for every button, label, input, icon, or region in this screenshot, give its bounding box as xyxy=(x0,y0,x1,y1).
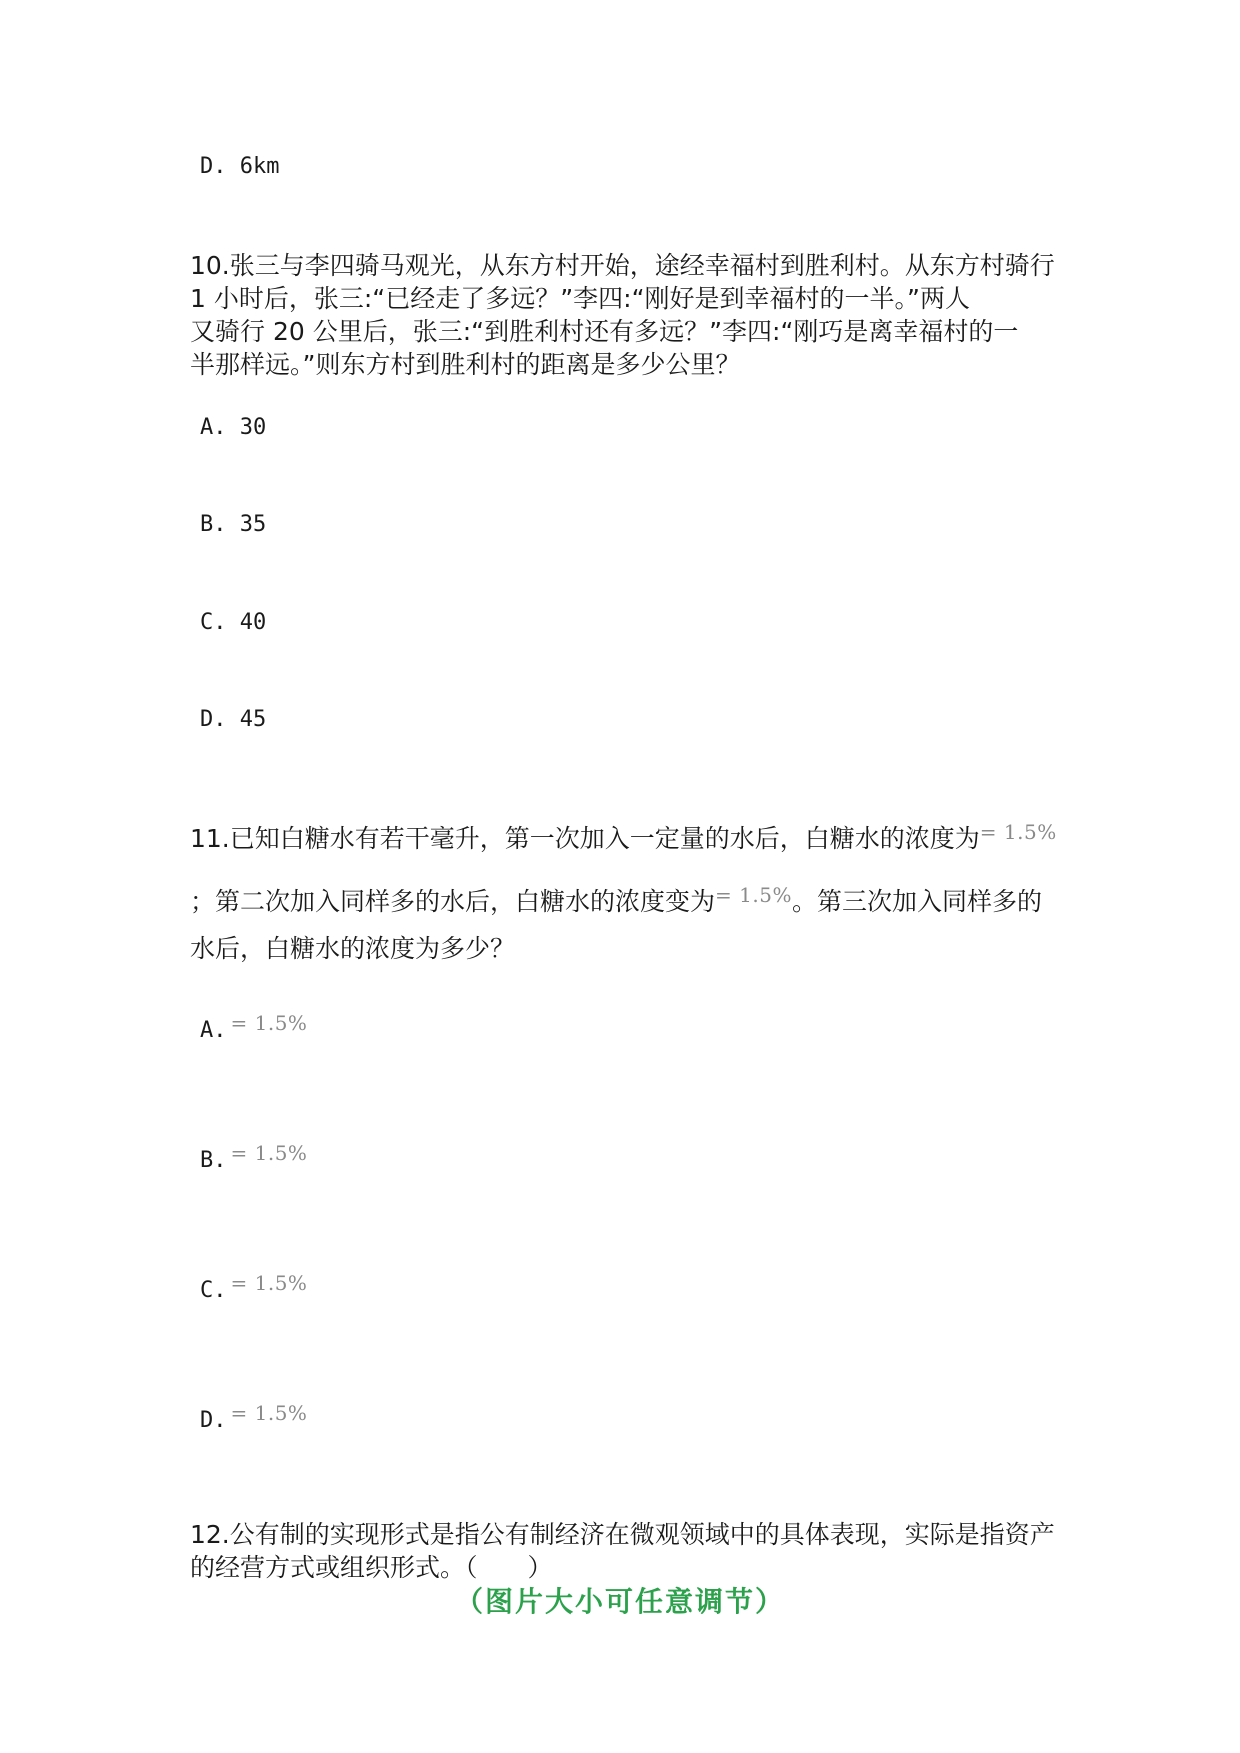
q10-stem-line2: 1 小时后，张三:“已经走了多远？”李四:“刚好是到幸福村的一半。”两人 xyxy=(190,284,971,313)
q11-stem-line2-formula: = 1.5% xyxy=(715,883,792,907)
q11-stem-line2 xyxy=(190,885,1042,920)
q11-option-d xyxy=(200,1401,308,1436)
q11-option-a-label: A. xyxy=(200,1018,227,1043)
q10-option-d: D. 45 xyxy=(200,707,267,732)
q10-stem-line3: 又骑行 20 公里后，张三:“到胜利村还有多远？”李四:“刚巧是离幸福村的一 xyxy=(190,317,1019,346)
q11-option-c-formula: = 1.5% xyxy=(230,1271,308,1295)
footer-note: （图片大小可任意调节） xyxy=(454,1585,785,1618)
q11-stem-line2-prefix: ；第二次加入同样多的水后，白糖水的浓度变为 xyxy=(190,887,716,916)
q11-option-a xyxy=(200,1011,308,1046)
q10-stem-line4: 半那样远。”则东方村到胜利村的距离是多少公里？ xyxy=(190,350,741,379)
q11-option-c-label: C. xyxy=(200,1278,227,1303)
q11-option-b xyxy=(200,1141,308,1176)
q10-option-b: B. 35 xyxy=(200,512,267,537)
q11-stem-line1-formula: = 1.5% xyxy=(979,820,1057,844)
q11-option-b-formula: = 1.5% xyxy=(230,1141,308,1165)
q11-stem-line1-text: 11.已知白糖水有若干毫升，第一次加入一定量的水后，白糖水的浓度为 xyxy=(190,824,980,853)
q12-stem-line2: 的经营方式或组织形式。（ ） xyxy=(190,1553,553,1582)
q9-option-d: D. 6km xyxy=(200,154,280,179)
q11-option-d-formula: = 1.5% xyxy=(230,1401,308,1425)
q11-option-a-formula: = 1.5% xyxy=(230,1011,308,1035)
q10-option-a: A. 30 xyxy=(200,415,267,440)
q11-stem-line2-suffix: 。第三次加入同样多的 xyxy=(791,887,1042,916)
q11-stem-line1 xyxy=(190,822,1057,857)
q11-option-d-label: D. xyxy=(200,1408,227,1433)
q12-stem-line1: 12.公有制的实现形式是指公有制经济在微观领域中的具体表现，实际是指资产 xyxy=(190,1520,1055,1549)
q11-option-c xyxy=(200,1271,308,1306)
q11-option-b-label: B. xyxy=(200,1148,227,1173)
q10-stem-line1: 10.张三与李四骑马观光，从东方村开始，途经幸福村到胜利村。从东方村骑行 xyxy=(190,251,1055,280)
q11-stem-line3: 水后，白糖水的浓度为多少？ xyxy=(190,934,516,963)
q10-option-c: C. 40 xyxy=(200,610,267,635)
